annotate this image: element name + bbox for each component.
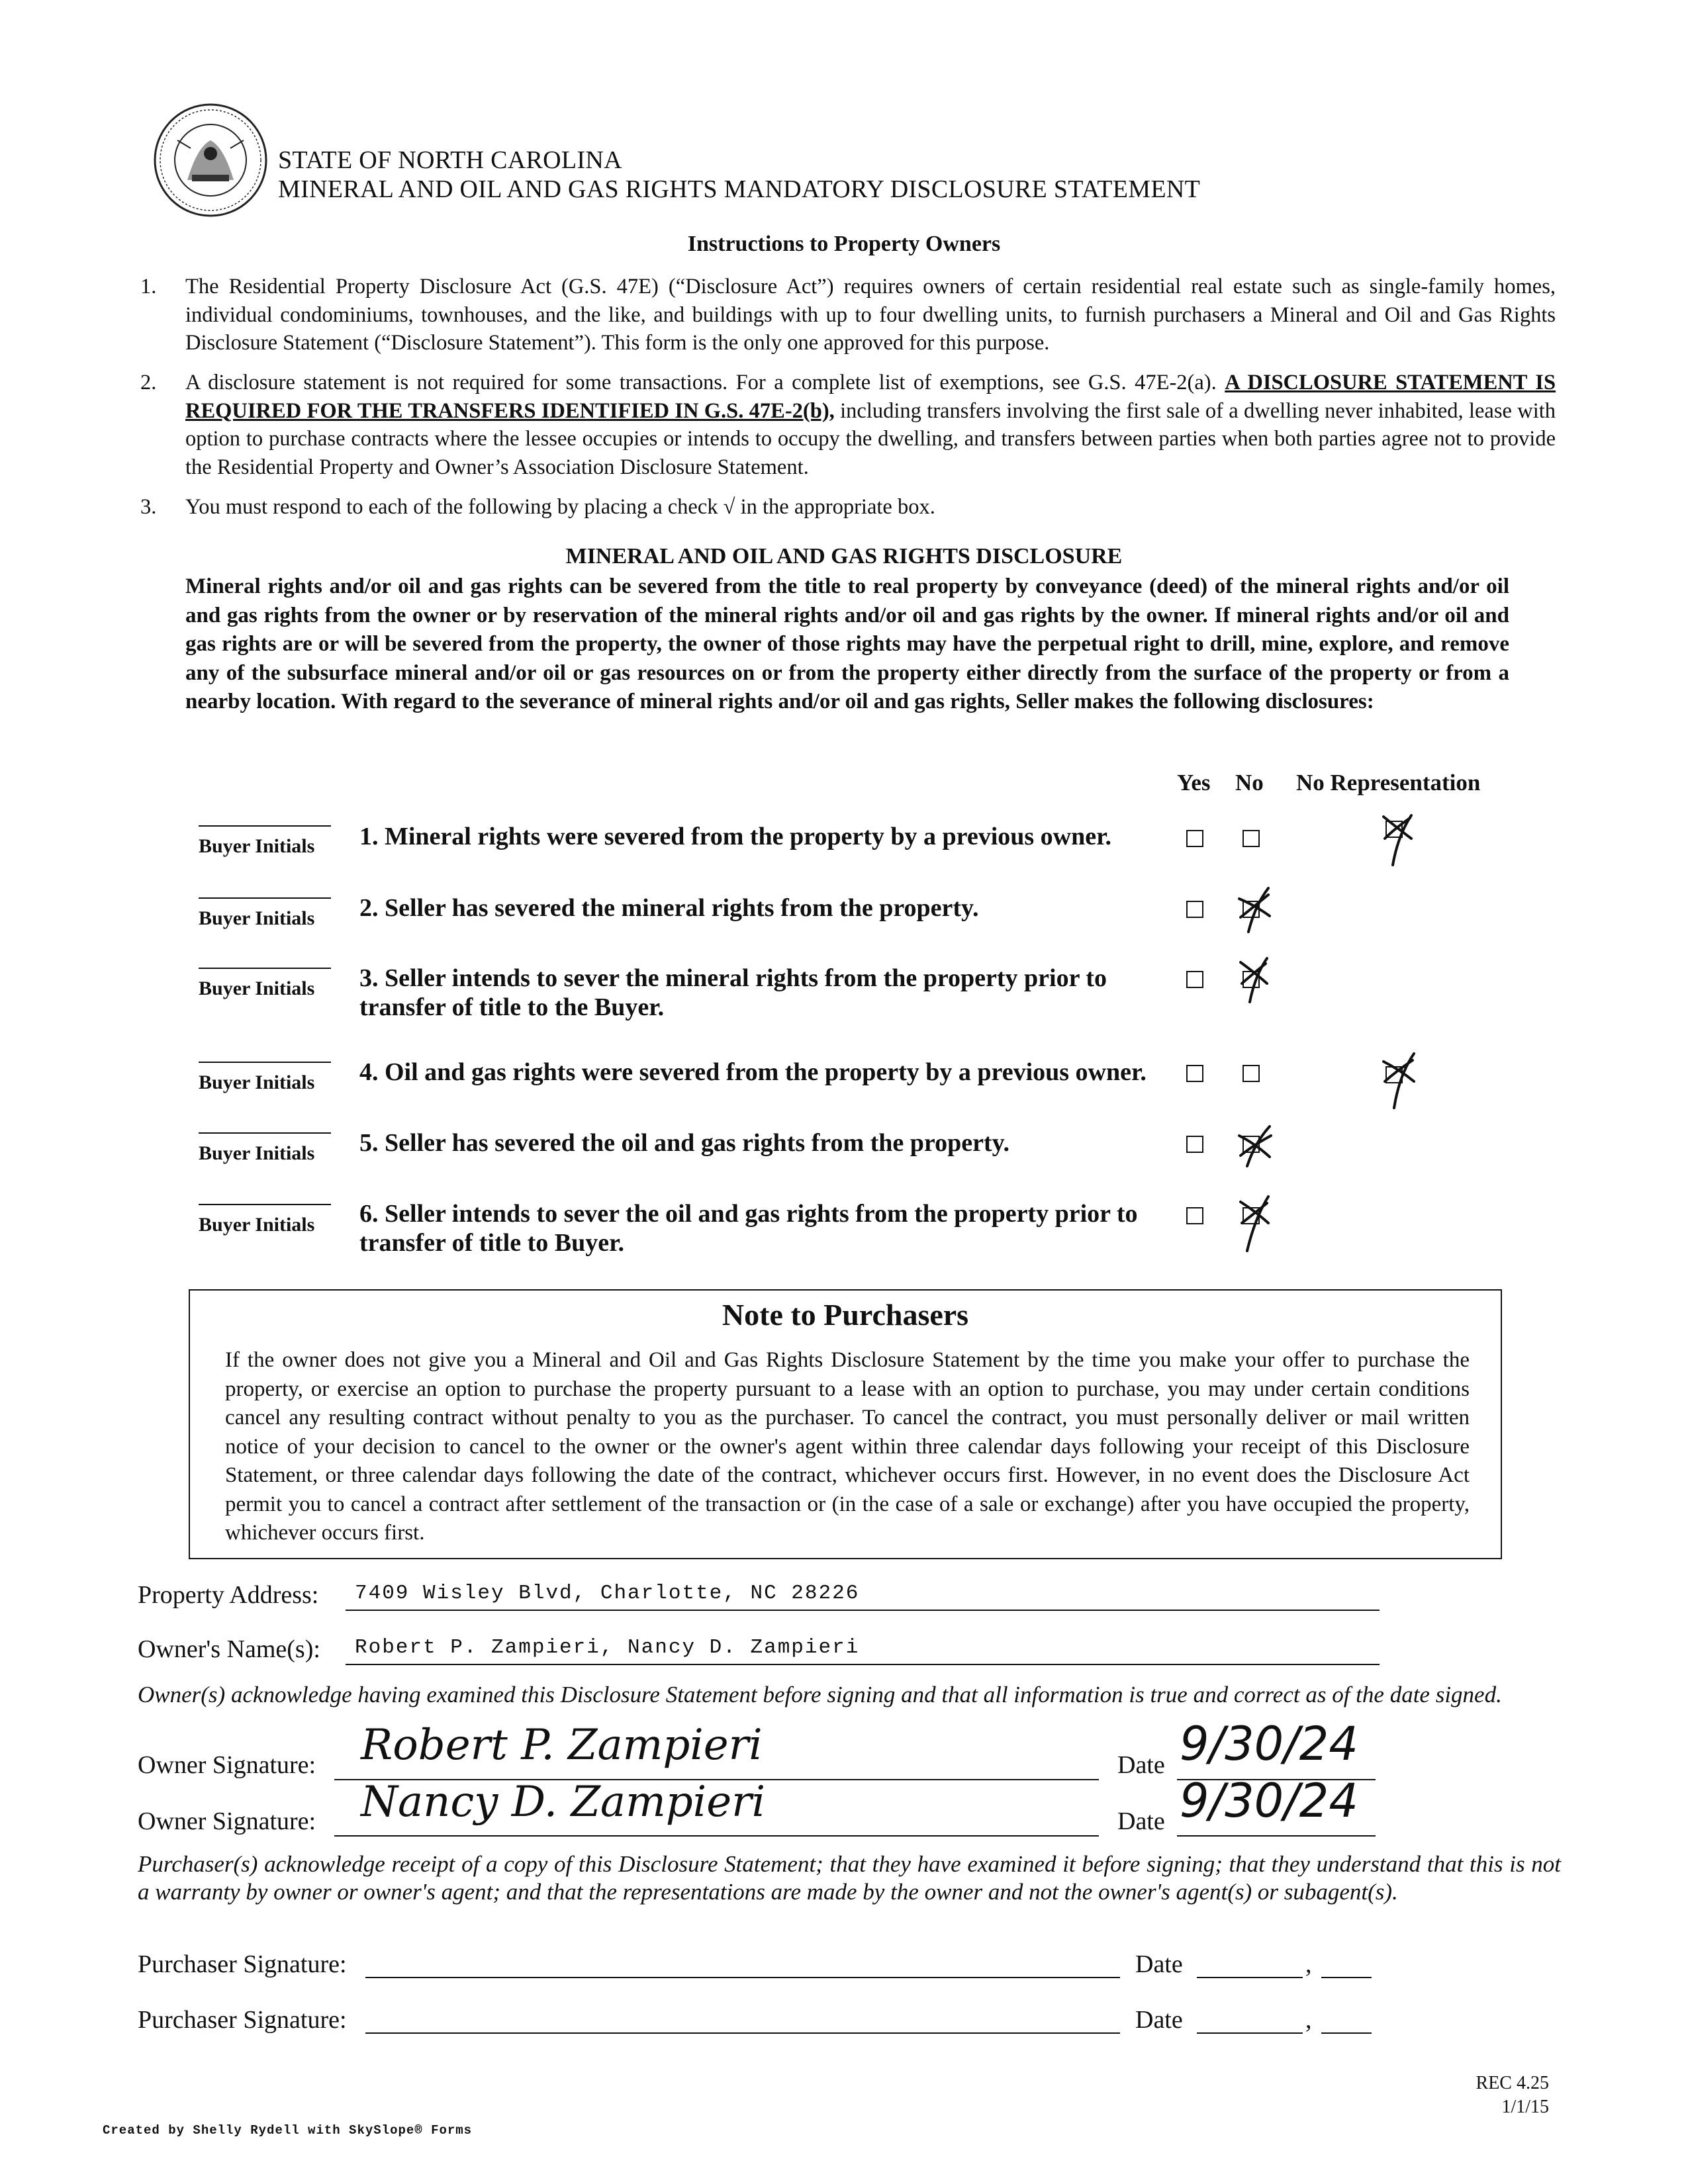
purchaser-year-line-1[interactable] <box>1321 1949 1372 1978</box>
buyer-initials-label-2: Buyer Initials <box>199 907 315 929</box>
buyer-initials-label-5: Buyer Initials <box>199 1142 315 1164</box>
purchaser-year-line-2[interactable] <box>1321 2005 1372 2034</box>
buyer-initials-line-4[interactable] <box>199 1062 331 1063</box>
owner-date-1: 9/30/24 <box>1180 1717 1358 1771</box>
owner-signature-label-1: Owner Signature: <box>138 1751 316 1779</box>
buyer-initials-label-6: Buyer Initials <box>199 1214 315 1236</box>
instructions-title: Instructions to Property Owners <box>687 232 1001 256</box>
property-address-label: Property Address: <box>138 1581 319 1609</box>
buyer-initials-line-2[interactable] <box>199 897 331 899</box>
note-to-purchasers-body: If the owner does not give you a Mineral and Oil and Gas Rights Disclosure Statement by the time you make your offer to purchase the property, or exercise an option to purchase the property pursuant to a lease with an option to purchase, you may under certain conditions cancel any resulting contract without penalty to you as the purchaser. To cancel the contract, you must personally deliver or mail written notice of your decision to cancel to the owner or the owner's agent within three calendar days following your receipt of this Disclosure Statement, or three calendar days following the date of the contract, whichever occurs first. However, in no event does the Disclosure Act permit you to cancel a contract after settlement of the transaction or (in the case of a sale or exchange) after you have occupied the property, whichever occurs first. <box>225 1348 1470 1545</box>
question-6-yes-checkbox[interactable] <box>1186 1207 1203 1224</box>
nc-real-estate-commission-seal-icon <box>151 101 270 220</box>
instruction-2-text <box>185 369 1556 481</box>
purchaser-date-label-2: Date <box>1135 2006 1183 2034</box>
buyer-initials-label-1: Buyer Initials <box>199 835 315 857</box>
question-1-no-checkbox[interactable] <box>1243 830 1260 847</box>
owners-name-field[interactable] <box>346 1635 1380 1665</box>
purchaser-signature-line-2[interactable] <box>365 2005 1120 2034</box>
disclosure-body: Mineral rights and/or oil and gas rights can be severed from the title to real property by conveyance (deed) of the mineral rights and/or oil and gas rights from the owner or by reservation of the mineral rights and/or oil and gas rights by the owner. If mineral rights and/or oil and gas rights are or will be severed from the property, the owner of those rights may have the perpetual right to drill, mine, explore, and remove any of the subsurface mineral and/or oil or gas resources on or from the property either directly from the surface of the property or from a nearby location. With regard to the severance of mineral rights and/or oil and gas rights, Seller makes the following disclosures: <box>185 574 1509 713</box>
purchaser-date-line-2[interactable] <box>1197 2005 1303 2034</box>
owner-date-label-1: Date <box>1117 1751 1165 1779</box>
column-header-no-representation: No Representation <box>1296 770 1481 796</box>
property-address-field[interactable] <box>346 1580 1380 1611</box>
instruction-3-number: 3. <box>140 495 157 519</box>
column-header-no: No <box>1235 770 1264 796</box>
buyer-initials-line-5[interactable] <box>199 1132 331 1134</box>
question-2-text: 2. Seller has severed the mineral rights from the property. <box>359 894 979 922</box>
owner-signature-1: Robert P. Zampieri <box>361 1721 763 1770</box>
instruction-3-text: You must respond to each of the following by placing a check √ in the appropriate box. <box>185 495 935 519</box>
question-5-text: 5. Seller has severed the oil and gas rights from the property. <box>359 1129 1009 1157</box>
question-1-yes-checkbox[interactable] <box>1186 830 1203 847</box>
instruction-1-number: 1. <box>140 275 157 298</box>
purchaser-date-comma-2: , <box>1305 2006 1312 2034</box>
buyer-initials-label-4: Buyer Initials <box>199 1071 315 1093</box>
form-title: MINERAL AND OIL AND GAS RIGHTS MANDATORY DISCLOSURE STATEMENT <box>278 175 1201 203</box>
question-2-yes-checkbox[interactable] <box>1186 901 1203 918</box>
owners-name-label: Owner's Name(s): <box>138 1635 320 1663</box>
form-state-heading: STATE OF NORTH CAROLINA <box>278 146 622 174</box>
instruction-2-required-notice: A DISCLOSURE STATEMENT IS REQUIRED FOR THE TRANSFERS IDENTIFIED IN G.S. 47E-2(b), <box>185 371 1556 423</box>
property-address-value: 7409 Wisley Blvd, Charlotte, NC 28226 <box>355 1582 860 1605</box>
buyer-initials-line-6[interactable] <box>199 1204 331 1205</box>
question-3-text: 3. Seller intends to sever the mineral rights from the property prior to transfer of title to the Buyer. <box>359 964 1107 1021</box>
instruction-2-text-a: A disclosure statement is not required for some transactions. For a complete list of exemptions, see G.S. 47E-2(a). <box>185 371 1217 394</box>
purchaser-date-line-1[interactable] <box>1197 1949 1303 1978</box>
check-x-mark-icon <box>1235 1191 1275 1255</box>
purchaser-signature-line-1[interactable] <box>365 1949 1120 1978</box>
owner-signature-2: Nancy D. Zampieri <box>361 1778 766 1827</box>
owners-name-value: Robert P. Zampieri, Nancy D. Zampieri <box>355 1636 860 1659</box>
check-x-mark-icon <box>1235 883 1275 936</box>
owner-signature-label-2: Owner Signature: <box>138 1807 316 1835</box>
disclosure-title: MINERAL AND OIL AND GAS RIGHTS DISCLOSURE <box>565 544 1123 569</box>
check-x-mark-icon <box>1234 1122 1276 1170</box>
purchaser-signature-label-2: Purchaser Signature: <box>138 2006 347 2034</box>
question-4-text: 4. Oil and gas rights were severed from the property by a previous owner. <box>359 1058 1147 1086</box>
question-4-no-checkbox[interactable] <box>1243 1065 1260 1082</box>
column-header-yes: Yes <box>1177 770 1211 796</box>
form-code: REC 4.25 <box>1476 2073 1549 2093</box>
question-6-text: 6. Seller intends to sever the oil and gas rights from the property prior to transfer of title to Buyer. <box>359 1200 1138 1257</box>
owner-acknowledgement: Owner(s) acknowledge having examined this Disclosure Statement before signing and that all information is true and correct as of the date signed. <box>138 1682 1502 1707</box>
owner-date-label-2: Date <box>1117 1807 1165 1835</box>
question-1-text: 1. Mineral rights were severed from the property by a previous owner. <box>359 823 1111 850</box>
instruction-2-number: 2. <box>140 371 157 394</box>
purchaser-acknowledgement: Purchaser(s) acknowledge receipt of a copy of this Disclosure Statement; that they have examined it before signing; that they understand that this is not a warranty by owner or owner's agent; and that the representations are made by the owner and not the owner's agent(s) or subagent(s). <box>138 1851 1561 1905</box>
instruction-2-text-b: including transfers involving the first sale of a dwelling never inhabited, lease with option to purchase contracts where the lessee occupies or intends to occupy the dwelling, and transfers between parties when both parties agree not to provide the Residential Property and Owner’s Association Disclosure Statement. <box>185 398 1556 479</box>
buyer-initials-line-1[interactable] <box>199 825 331 827</box>
check-x-mark-icon <box>1378 809 1418 868</box>
buyer-initials-label-3: Buyer Initials <box>199 978 315 999</box>
buyer-initials-line-3[interactable] <box>199 968 331 969</box>
footer-credit: Created by Shelly Rydell with SkySlope® Forms <box>103 2123 473 2138</box>
form-revision-date: 1/1/15 <box>1501 2097 1549 2117</box>
purchaser-signature-label-1: Purchaser Signature: <box>138 1950 347 1978</box>
check-x-mark-icon <box>1378 1048 1421 1112</box>
check-x-mark-icon <box>1235 953 1275 1006</box>
purchaser-date-label-1: Date <box>1135 1950 1183 1978</box>
question-4-yes-checkbox[interactable] <box>1186 1065 1203 1082</box>
note-to-purchasers-title: Note to Purchasers <box>722 1298 969 1332</box>
purchaser-date-comma-1: , <box>1305 1950 1312 1978</box>
instruction-1-text: The Residential Property Disclosure Act (G.S. 47E) (“Disclosure Act”) requires owners of certain residential real estate such as single-family homes, individual condominiums, townhouses, and the like, and buildings with up to four dwelling units, to furnish purchasers a Mineral and Oil and Gas Rights Disclosure Statement (“Disclosure Statement”). This form is the only one approved for this purpose. <box>185 275 1556 355</box>
question-3-yes-checkbox[interactable] <box>1186 971 1203 988</box>
question-5-yes-checkbox[interactable] <box>1186 1136 1203 1153</box>
owner-date-2: 9/30/24 <box>1180 1774 1358 1828</box>
